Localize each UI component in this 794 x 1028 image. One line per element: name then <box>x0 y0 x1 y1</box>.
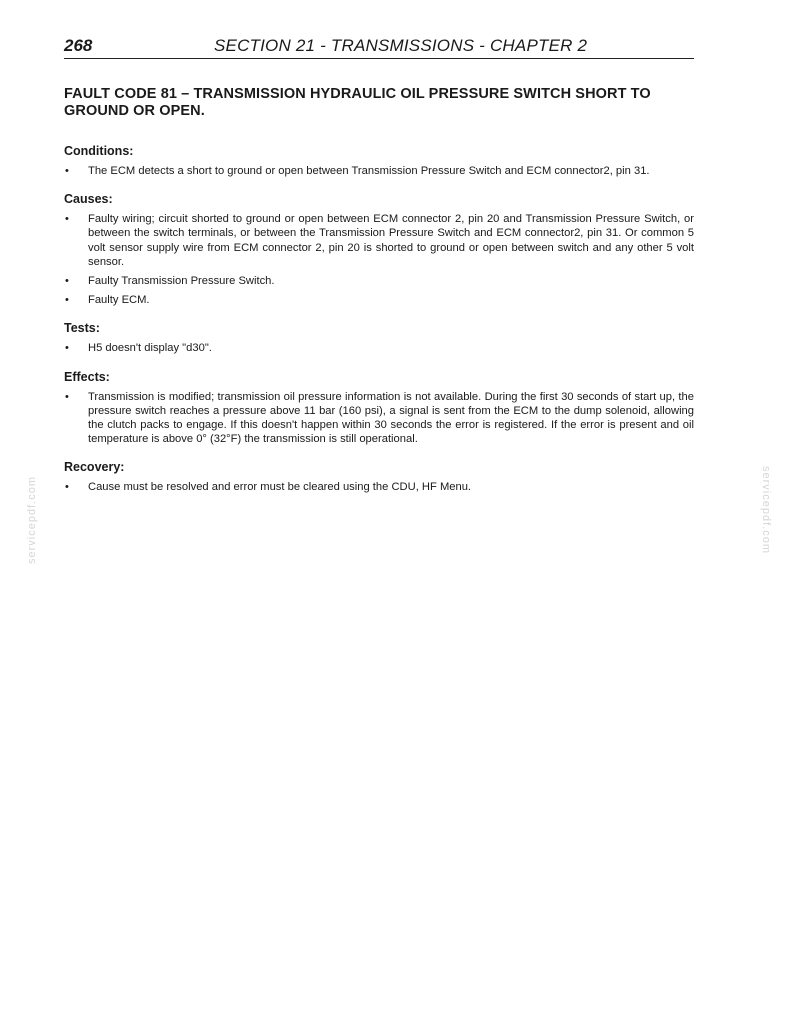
tests-section <box>64 321 694 355</box>
bullet-icon: • <box>65 481 69 494</box>
list-item-text: H5 doesn't display "d30". <box>88 342 212 355</box>
list-item-text: The ECM detects a short to ground or open between Transmission Pressure Switch and ECM connector2, pin 31. <box>88 165 650 177</box>
causes-list <box>64 212 694 307</box>
bullet-icon: • <box>65 342 69 355</box>
tests-heading: Tests: <box>64 321 100 336</box>
list-item-text: Faulty ECM. <box>88 294 150 307</box>
recovery-heading: Recovery: <box>64 460 125 475</box>
section-title: SECTION 21 - TRANSMISSIONS - CHAPTER 2 <box>214 36 588 55</box>
list-item <box>64 274 694 288</box>
document-body <box>64 86 694 509</box>
causes-heading: Causes: <box>64 192 113 207</box>
bullet-icon: • <box>65 390 69 403</box>
list-item <box>64 390 694 447</box>
recovery-list <box>64 480 694 494</box>
list-item <box>64 212 694 269</box>
list-item <box>64 480 694 494</box>
causes-section <box>64 192 694 307</box>
conditions-heading: Conditions: <box>64 144 134 158</box>
bullet-icon: • <box>65 275 69 288</box>
list-item-text: Faulty Transmission Pressure Switch. <box>88 275 275 288</box>
effects-list <box>64 390 694 447</box>
watermark-left: servicepdf.com <box>26 476 38 564</box>
tests-list <box>64 341 694 355</box>
bullet-icon: • <box>65 294 69 307</box>
list-item-text: Faulty wiring; circuit shorted to ground or open between ECM connector 2, pin 20 and Transmission Pressure Switch, or between the switch terminals, or between the Transmission Pressure Switch and ECM connector2, pin 31. Or common 5 volt sensor supply wire from ECM connector 2, pin 20 is shorted to ground or open between switch and any other 5 volt sensor. <box>88 213 694 268</box>
list-item-text: Cause must be resolved and error must be cleared using the CDU, HF Menu. <box>88 481 472 494</box>
watermark-right: servicepdf.com <box>760 466 772 554</box>
list-item-text: Transmission is modified; transmission oil pressure information is not available. During the first 30 seconds of start up, the pressure switch reaches a pressure above 11 bar (160 psi), a signal is sent from the ECM to the dump solenoid, allowing the clutch packs to engage. If this doesn't happen within 30 seconds the error is registered. If the error is present and oil temperature is above 0° (32°F) the transmission is still operational. <box>88 390 694 446</box>
effects-section <box>64 370 694 447</box>
recovery-section <box>64 460 694 494</box>
conditions-list <box>64 164 694 178</box>
effects-heading: Effects: <box>64 369 110 384</box>
page-header <box>64 36 694 59</box>
page-number: 268 <box>64 36 93 55</box>
list-item <box>64 164 694 178</box>
bullet-icon: • <box>65 165 69 177</box>
fault-code-title: FAULT CODE 81 – TRANSMISSION HYDRAULIC OIL PRESSURE SWITCH SHORT TO GROUND OR OPEN. <box>64 86 651 119</box>
bullet-icon: • <box>65 213 69 226</box>
list-item <box>64 341 694 355</box>
conditions-section <box>64 144 694 178</box>
list-item <box>64 293 694 307</box>
